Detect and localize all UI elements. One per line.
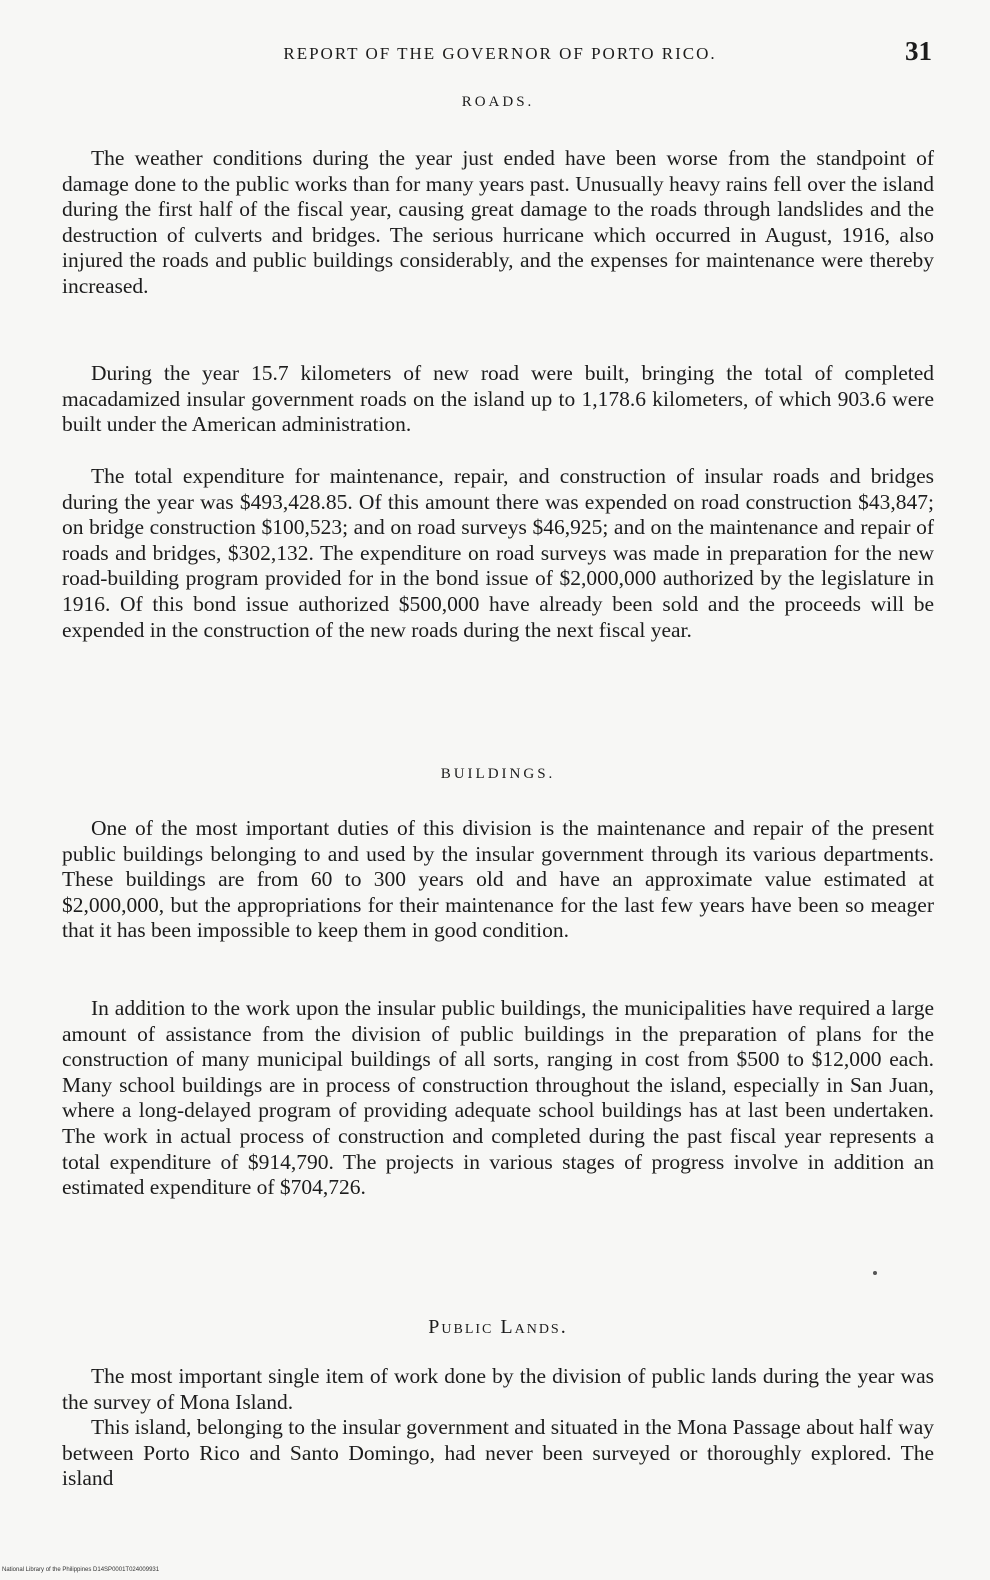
running-header: [60, 36, 940, 70]
page-number: 31: [905, 36, 932, 66]
scan-footer: National Library of the Philippines D14SP0001T024009931: [2, 1567, 160, 1573]
public-lands-paragraph-2: This island, belonging to the insular government and situated in the Mona Passage about half way between Porto Rico and Santo Domingo, had never been surveyed or thoroughly explored. The island: [62, 1415, 934, 1491]
section-heading-roads: ROADS.: [461, 94, 535, 110]
roads-paragraph-1: The weather conditions during the year just ended have been worse from the standpoint of damage done to the public works than for many years past. Unusually heavy rains fell over the island during the first half of the fiscal year, causing great damage to the roads through landslides and the destruction of culverts and bridges. The serious hurricane which occurred in August, 1916, also injured the roads and public buildings considerably, and the expenses for maintenance were thereby increased.: [62, 146, 934, 298]
public-lands-paragraph-1: The most important single item of work done by the division of public lands during the year was the survey of Mona Island.: [62, 1364, 934, 1414]
roads-paragraph-2: During the year 15.7 kilometers of new road were built, bringing the total of completed macadamized insular government roads on the island up to 1,178.6 kilometers, of which 903.6 were built under the American administration.: [62, 361, 934, 437]
buildings-paragraph-1: One of the most important duties of this division is the maintenance and repair of the present public buildings belonging to and used by the insular government through its various departments. These buildings are from 60 to 300 years old and have an approximate value estimated at $2,000,000, but the appropriations for their maintenance for the last few years have been so meager that it has been impossible to keep them in good condition.: [62, 816, 934, 943]
roads-paragraph-3: The total expenditure for maintenance, repair, and construction of insular roads and bridges during the year was $493,428.85. Of this amount there was expended on road construction $43,847; on bridge construction $100,523; and on road surveys $46,925; and on the maintenance and repair of roads and bridges, $302,132. The expenditure on road surveys was made in preparation for the new road-building program provided for in the bond issue of $2,000,000 authorized by the legislature in 1916. Of this bond issue authorized $500,000 have already been sold and the proceeds will be expended in the construction of the new roads during the next fiscal year.: [62, 464, 934, 642]
ink-speck: [873, 1271, 877, 1275]
buildings-paragraph-2: In addition to the work upon the insular public buildings, the municipalities have required a large amount of assistance from the division of public buildings in the preparation of plans for the construction of many municipal buildings of all sorts, ranging in cost from $500 to $12,000 each. Many school buildings are in process of construction throughout the island, especially in San Juan, where a long-delayed program of providing adequate school buildings has at last been undertaken. The work in actual process of construction and completed during the past fiscal year represents a total expenditure of $914,790. The projects in various stages of progress involve in addition an estimated expenditure of $704,726.: [62, 996, 934, 1200]
section-heading-public-lands: Public Lands.: [428, 1316, 568, 1338]
section-heading-buildings: BUILDINGS.: [440, 766, 556, 782]
running-title: REPORT OF THE GOVERNOR OF PORTO RICO.: [283, 44, 717, 63]
